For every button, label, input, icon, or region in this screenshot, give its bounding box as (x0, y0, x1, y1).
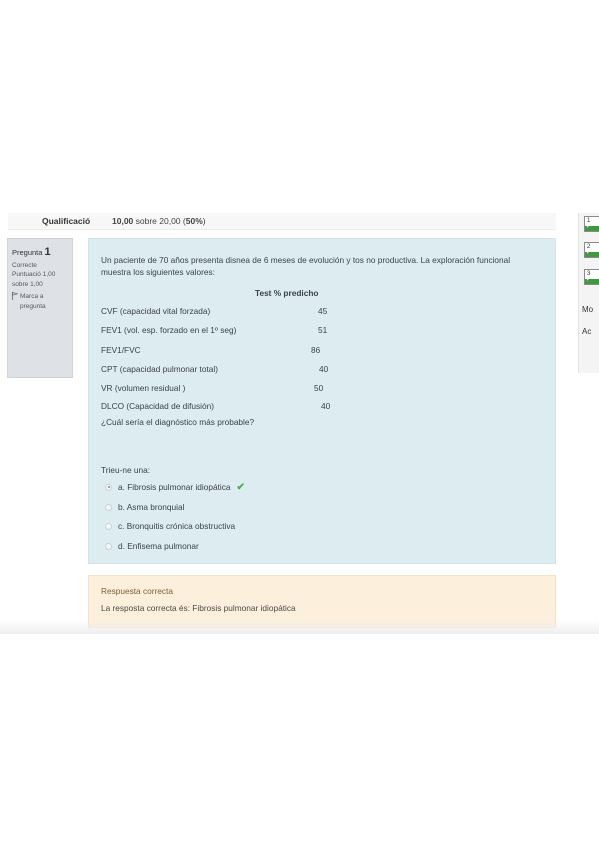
answer-label: d. Enfisema pulmonar (118, 541, 199, 551)
nav-link[interactable]: Ac (582, 327, 592, 336)
table-row (101, 325, 401, 337)
answer-option-c[interactable] (105, 520, 235, 532)
question-mark-line2: sobre 1,00 (12, 280, 43, 288)
question-state: Correcte (12, 261, 37, 269)
check-icon (585, 279, 599, 284)
question-formulation (88, 238, 556, 564)
answer-label: a. Fibrosis pulmonar idiopática (118, 482, 231, 492)
flag-question-button[interactable] (12, 292, 68, 311)
question-ask: ¿Cuál sería el diagnóstico más probable? (101, 417, 255, 427)
table-row (101, 364, 401, 376)
row-name: FEV1/FVC (101, 345, 141, 355)
bottom-divider (0, 620, 599, 634)
answer-option-a[interactable] (105, 481, 245, 493)
table-row (101, 401, 401, 413)
row-value: 51 (318, 325, 328, 335)
answer-label: b. Asma bronquial (118, 502, 185, 512)
grade-close: ) (202, 216, 206, 226)
nav-question-button[interactable] (584, 269, 599, 285)
table-header: Test % predicho (255, 288, 319, 298)
question-info-panel (7, 238, 73, 378)
quiz-navigation-panel (578, 213, 599, 373)
grade-label: Qualificació (42, 216, 91, 226)
row-name: DLCO (Capacidad de difusión) (101, 401, 214, 411)
grade-rest: sobre 20,00 ( (133, 216, 186, 226)
nav-question-number: 3 (587, 271, 591, 277)
check-icon: ✔ (236, 481, 245, 493)
nav-question-button[interactable] (584, 216, 599, 232)
radio-button[interactable] (105, 543, 112, 550)
question-mark-line1: Puntuació 1,00 (12, 271, 56, 279)
flag-question-label: Marca a pregunta (20, 293, 46, 310)
check-icon (585, 252, 599, 257)
grade-value (112, 213, 206, 229)
flag-icon (12, 292, 18, 311)
row-name: CVF (capacidad vital forzada) (101, 306, 211, 316)
grade-percent: 50% (185, 216, 203, 226)
feedback-heading: Respuesta correcta (101, 586, 173, 596)
nav-question-button[interactable] (584, 242, 599, 258)
grade-summary (8, 213, 556, 230)
table-row (101, 306, 401, 318)
answer-option-d[interactable] (105, 540, 199, 552)
row-name: CPT (capacidad pulmonar total) (101, 364, 218, 374)
question-number-value: 1 (44, 246, 51, 258)
radio-button[interactable] (105, 484, 112, 491)
row-value: 40 (321, 401, 331, 411)
table-row (101, 345, 401, 357)
nav-question-number: 1 (587, 218, 591, 224)
answer-prompt: Trieu-ne una: (101, 465, 151, 475)
radio-button[interactable] (105, 523, 112, 530)
check-icon (585, 226, 599, 231)
nav-link[interactable]: Mo (582, 305, 594, 314)
row-name: FEV1 (vol. esp. forzado en el 1º seg) (101, 325, 237, 335)
feedback-text: La resposta correcta és: Fibrosis pulmonar idiopática (101, 603, 296, 613)
answer-option-b[interactable] (105, 501, 184, 513)
row-value: 40 (319, 364, 329, 374)
question-text: Un paciente de 70 años presenta disnea de 6 meses de evolución y tos no productiva. La exploración funcional muestra los siguientes valores: (101, 255, 511, 278)
grade-score: 10,00 (112, 216, 134, 226)
row-value: 45 (318, 306, 328, 316)
radio-button[interactable] (105, 504, 112, 511)
row-name: VR (volumen residual ) (101, 383, 186, 393)
table-row (101, 383, 401, 395)
answer-label: c. Bronquitis crónica obstructiva (118, 521, 236, 531)
question-number-label: Pregunta (12, 248, 43, 257)
row-value: 86 (311, 345, 321, 355)
nav-question-number: 2 (587, 244, 591, 250)
row-value: 50 (314, 383, 324, 393)
question-number (12, 245, 68, 261)
